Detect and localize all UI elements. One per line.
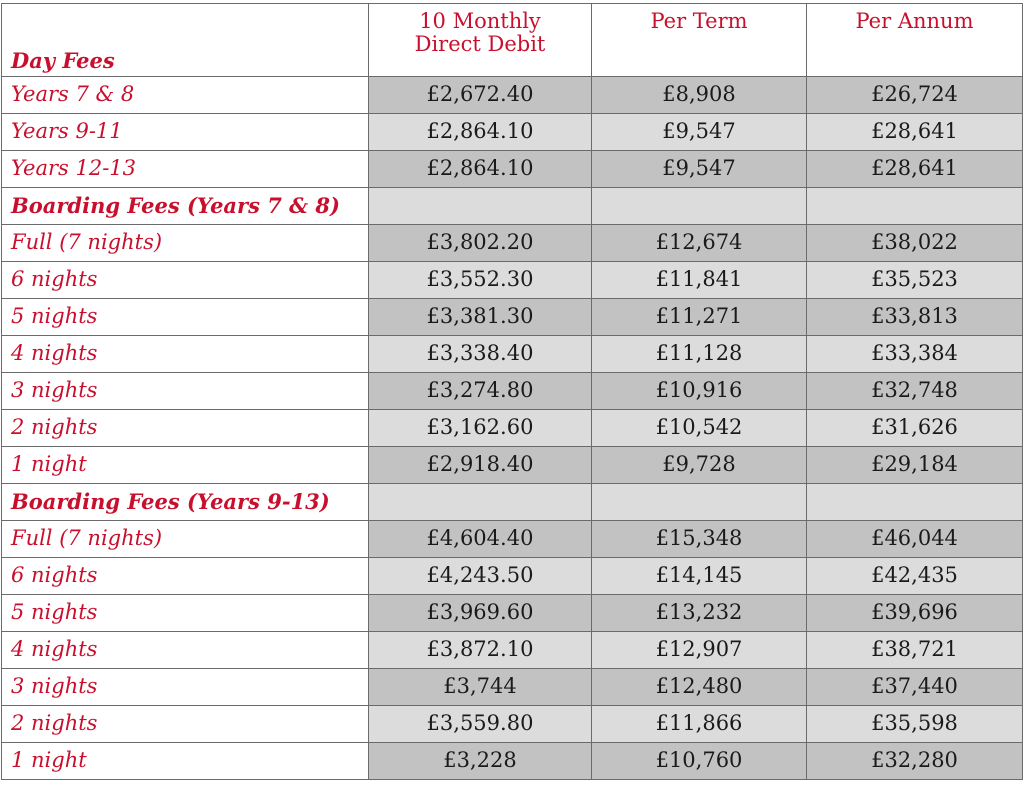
cell-per-term: £12,907 [592, 632, 807, 669]
row-label: Boarding Fees (Years 9-13) [2, 484, 369, 521]
cell-per-term: £8,908 [592, 77, 807, 114]
cell-per-term: £12,480 [592, 669, 807, 706]
table-row [2, 151, 1023, 188]
cell-monthly-direct-debit: £3,802.20 [369, 225, 592, 262]
cell-per-term: £13,232 [592, 595, 807, 632]
cell-per-annum: £35,523 [807, 262, 1023, 299]
header-day-fees: Day Fees [2, 4, 369, 77]
cell-per-annum: £32,280 [807, 743, 1023, 780]
table-row [2, 521, 1023, 558]
cell-monthly-direct-debit: £3,872.10 [369, 632, 592, 669]
cell-monthly-direct-debit: £2,864.10 [369, 151, 592, 188]
table-row [2, 743, 1023, 780]
row-label: 4 nights [2, 336, 369, 373]
header-monthly-line1: 10 Monthly [419, 9, 541, 33]
table-row [2, 558, 1023, 595]
cell-per-term: £10,760 [592, 743, 807, 780]
section-row [2, 484, 1023, 521]
table-row [2, 225, 1023, 262]
table-row [2, 373, 1023, 410]
cell-per-term: £10,916 [592, 373, 807, 410]
row-label: Years 7 & 8 [2, 77, 369, 114]
row-label: 3 nights [2, 669, 369, 706]
cell-per-annum: £46,044 [807, 521, 1023, 558]
cell-per-annum: £38,721 [807, 632, 1023, 669]
table-row [2, 336, 1023, 373]
fees-table-body [2, 77, 1023, 780]
table-row [2, 669, 1023, 706]
cell-per-term: £15,348 [592, 521, 807, 558]
header-per-term: Per Term [592, 4, 807, 77]
cell-per-annum: £37,440 [807, 669, 1023, 706]
cell-per-term: £12,674 [592, 225, 807, 262]
cell-per-annum: £39,696 [807, 595, 1023, 632]
cell-per-annum: £35,598 [807, 706, 1023, 743]
row-label: 2 nights [2, 706, 369, 743]
table-row [2, 77, 1023, 114]
row-label: 1 night [2, 743, 369, 780]
cell-per-annum: £26,724 [807, 77, 1023, 114]
cell-per-term: £10,542 [592, 410, 807, 447]
table-row [2, 447, 1023, 484]
cell-monthly-direct-debit: £2,672.40 [369, 77, 592, 114]
table-row [2, 595, 1023, 632]
cell-monthly-direct-debit: £3,559.80 [369, 706, 592, 743]
cell-monthly-direct-debit: £3,228 [369, 743, 592, 780]
cell-monthly-direct-debit: £2,918.40 [369, 447, 592, 484]
cell-per-annum: £42,435 [807, 558, 1023, 595]
cell-per-term [592, 188, 807, 225]
cell-monthly-direct-debit: £3,744 [369, 669, 592, 706]
cell-monthly-direct-debit: £3,381.30 [369, 299, 592, 336]
cell-monthly-direct-debit: £3,162.60 [369, 410, 592, 447]
cell-per-annum: £29,184 [807, 447, 1023, 484]
table-row [2, 262, 1023, 299]
cell-per-term: £11,128 [592, 336, 807, 373]
row-label: Full (7 nights) [2, 521, 369, 558]
section-row [2, 188, 1023, 225]
cell-per-annum [807, 188, 1023, 225]
header-per-annum: Per Annum [807, 4, 1023, 77]
cell-per-annum: £31,626 [807, 410, 1023, 447]
cell-per-term [592, 484, 807, 521]
table-row [2, 299, 1023, 336]
cell-per-term: £11,866 [592, 706, 807, 743]
cell-monthly-direct-debit: £3,338.40 [369, 336, 592, 373]
table-row [2, 706, 1023, 743]
cell-per-annum: £32,748 [807, 373, 1023, 410]
header-monthly-line2: Direct Debit [414, 32, 546, 57]
cell-monthly-direct-debit: £3,552.30 [369, 262, 592, 299]
cell-per-term: £9,547 [592, 151, 807, 188]
row-label: Full (7 nights) [2, 225, 369, 262]
row-label: 5 nights [2, 299, 369, 336]
cell-per-term: £11,271 [592, 299, 807, 336]
cell-per-term: £9,547 [592, 114, 807, 151]
cell-monthly-direct-debit [369, 188, 592, 225]
cell-monthly-direct-debit: £2,864.10 [369, 114, 592, 151]
table-row [2, 114, 1023, 151]
row-label: 5 nights [2, 595, 369, 632]
row-label: Boarding Fees (Years 7 & 8) [2, 188, 369, 225]
cell-per-term: £9,728 [592, 447, 807, 484]
row-label: 1 night [2, 447, 369, 484]
row-label: 6 nights [2, 262, 369, 299]
row-label: Years 12-13 [2, 151, 369, 188]
cell-per-term: £11,841 [592, 262, 807, 299]
row-label: 3 nights [2, 373, 369, 410]
header-row [2, 4, 1023, 77]
cell-monthly-direct-debit [369, 484, 592, 521]
cell-per-annum: £28,641 [807, 151, 1023, 188]
row-label: 2 nights [2, 410, 369, 447]
row-label: 6 nights [2, 558, 369, 595]
cell-per-annum [807, 484, 1023, 521]
cell-per-term: £14,145 [592, 558, 807, 595]
cell-monthly-direct-debit: £3,969.60 [369, 595, 592, 632]
cell-per-annum: £38,022 [807, 225, 1023, 262]
table-row [2, 410, 1023, 447]
cell-monthly-direct-debit: £4,604.40 [369, 521, 592, 558]
cell-monthly-direct-debit: £4,243.50 [369, 558, 592, 595]
table-row [2, 632, 1023, 669]
row-label: Years 9-11 [2, 114, 369, 151]
cell-per-annum: £33,813 [807, 299, 1023, 336]
header-monthly-direct-debit [369, 4, 592, 77]
cell-monthly-direct-debit: £3,274.80 [369, 373, 592, 410]
fees-table [1, 3, 1023, 780]
cell-per-annum: £28,641 [807, 114, 1023, 151]
row-label: 4 nights [2, 632, 369, 669]
cell-per-annum: £33,384 [807, 336, 1023, 373]
